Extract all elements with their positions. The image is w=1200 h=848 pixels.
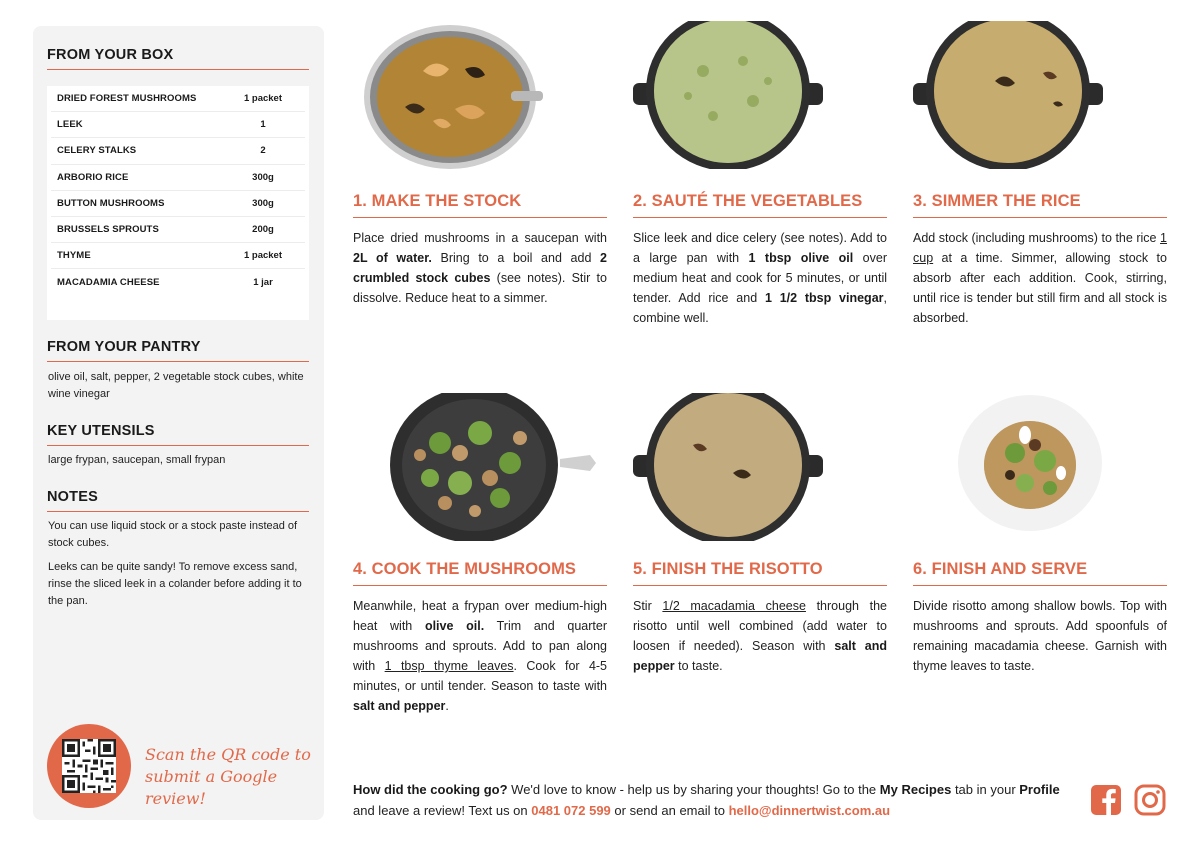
table-row <box>51 217 305 243</box>
table-row <box>51 112 305 138</box>
email-link[interactable]: hello@dinnertwist.com.au <box>728 803 891 818</box>
ingredients-sidebar <box>33 26 324 820</box>
table-row <box>51 165 305 191</box>
ingredient-qty: 300g <box>252 197 274 209</box>
ingredient-name: CELERY STALKS <box>57 145 137 157</box>
step-2-photo <box>633 21 823 169</box>
pantry-text: olive oil, salt, pepper, 2 vegetable stock cubes, white wine vinegar <box>48 371 304 400</box>
ingredient-name: BUTTON MUSHROOMS <box>57 197 165 209</box>
step-1-body: Place dried mushrooms in a saucepan with 2L of water. Bring to a boil and add 2 crumbled stock cubes (see notes). Stir to dissolve. Reduce heat to a simmer. <box>353 231 607 305</box>
table-row <box>51 86 305 112</box>
step-3-body: Add stock (including mushrooms) to the rice 1 cup at a time. Simmer, allowing stock to absorb after each addition. Cook, stirring, until rice is tender but still firm and all stock is absorbed. <box>913 231 1167 325</box>
ingredient-qty: 1 packet <box>243 250 283 262</box>
ingredient-name: LEEK <box>57 119 83 131</box>
step-6-photo <box>955 393 1105 533</box>
from-your-pantry-heading: FROM YOUR PANTRY <box>47 339 309 362</box>
ingredient-name: THYME <box>57 250 91 262</box>
ingredient-name: ARBORIO RICE <box>57 171 129 183</box>
note-1: You can use liquid stock or a stock paste instead of stock cubes. <box>48 520 298 549</box>
step-4-photo <box>390 393 610 541</box>
notes-heading: NOTES <box>47 489 309 512</box>
step-5-photo <box>633 393 823 541</box>
utensils-text: large frypan, saucepan, small frypan <box>48 454 226 466</box>
ingredient-qty: 1 <box>260 119 266 131</box>
ingredient-name: BRUSSELS SPROUTS <box>57 224 159 236</box>
step-4-body: Meanwhile, heat a frypan over medium-high heat with olive oil. Trim and quarter mushrooms and sprouts. Add to pan along with 1 tbsp thyme leaves. Cook for 4-5 minutes, or until tender. Season to taste with salt and pepper. <box>353 599 608 713</box>
ingredient-name: MACADAMIA CHEESE <box>57 276 160 288</box>
step-2-title: 2. SAUTÉ THE VEGETABLES <box>633 192 887 218</box>
step-4-title: 4. COOK THE MUSHROOMS <box>353 560 607 586</box>
phone-link[interactable]: 0481 072 599 <box>531 803 611 818</box>
ingredient-qty: 2 <box>260 145 266 157</box>
step-3-title: 3. SIMMER THE RICE <box>913 192 1167 218</box>
step-3-photo <box>913 21 1103 169</box>
ingredient-qty: 200g <box>252 224 274 236</box>
step-2-body: Slice leek and dice celery (see notes). Add to a large pan with 1 tbsp olive oil over medium heat and cook for 5 minutes, or until tender. Add rice and 1 1/2 tbsp vinegar, combine well. <box>633 231 887 325</box>
table-row <box>51 269 305 295</box>
from-your-box-heading: FROM YOUR BOX <box>47 47 309 70</box>
key-utensils-heading: KEY UTENSILS <box>47 423 309 446</box>
facebook-icon[interactable] <box>1090 784 1122 816</box>
ingredient-qty: 1 packet <box>243 93 283 105</box>
step-6-body: Divide risotto among shallow bowls. Top with mushrooms and sprouts. Add spoonfuls of remaining macadamia cheese. Garnish with thyme leaves to taste. <box>913 599 1167 673</box>
ingredients-table <box>47 86 309 320</box>
qr-code-icon[interactable] <box>62 739 116 793</box>
note-2: Leeks can be quite sandy! To remove excess sand, rinse the sliced leek in a colander before adding it to the pan. <box>48 561 302 607</box>
feedback-footer: How did the cooking go? We'd love to know - help us by sharing your thoughts! Go to the My Recipes tab in your Profile and leave a review! Text us on 0481 072 599 or send an email to hello@dinnertwist.com.au <box>353 782 1060 818</box>
table-row <box>51 138 305 164</box>
instagram-icon[interactable] <box>1134 784 1166 816</box>
step-5-title: 5. FINISH THE RISOTTO <box>633 560 887 586</box>
qr-caption: Scan the QR code to submit a Google review! <box>145 745 311 808</box>
step-1-photo <box>353 21 543 169</box>
qr-badge <box>47 724 131 808</box>
table-row <box>51 191 305 217</box>
ingredient-qty: 300g <box>252 171 274 183</box>
table-row <box>51 243 305 269</box>
ingredient-qty: 1 jar <box>253 276 273 288</box>
step-5-body: Stir 1/2 macadamia cheese through the risotto until well combined (add water to loosen if needed). Season with salt and pepper to taste. <box>633 599 887 673</box>
ingredient-name: DRIED FOREST MUSHROOMS <box>57 93 197 105</box>
step-6-title: 6. FINISH AND SERVE <box>913 560 1167 586</box>
step-1-title: 1. MAKE THE STOCK <box>353 192 607 218</box>
